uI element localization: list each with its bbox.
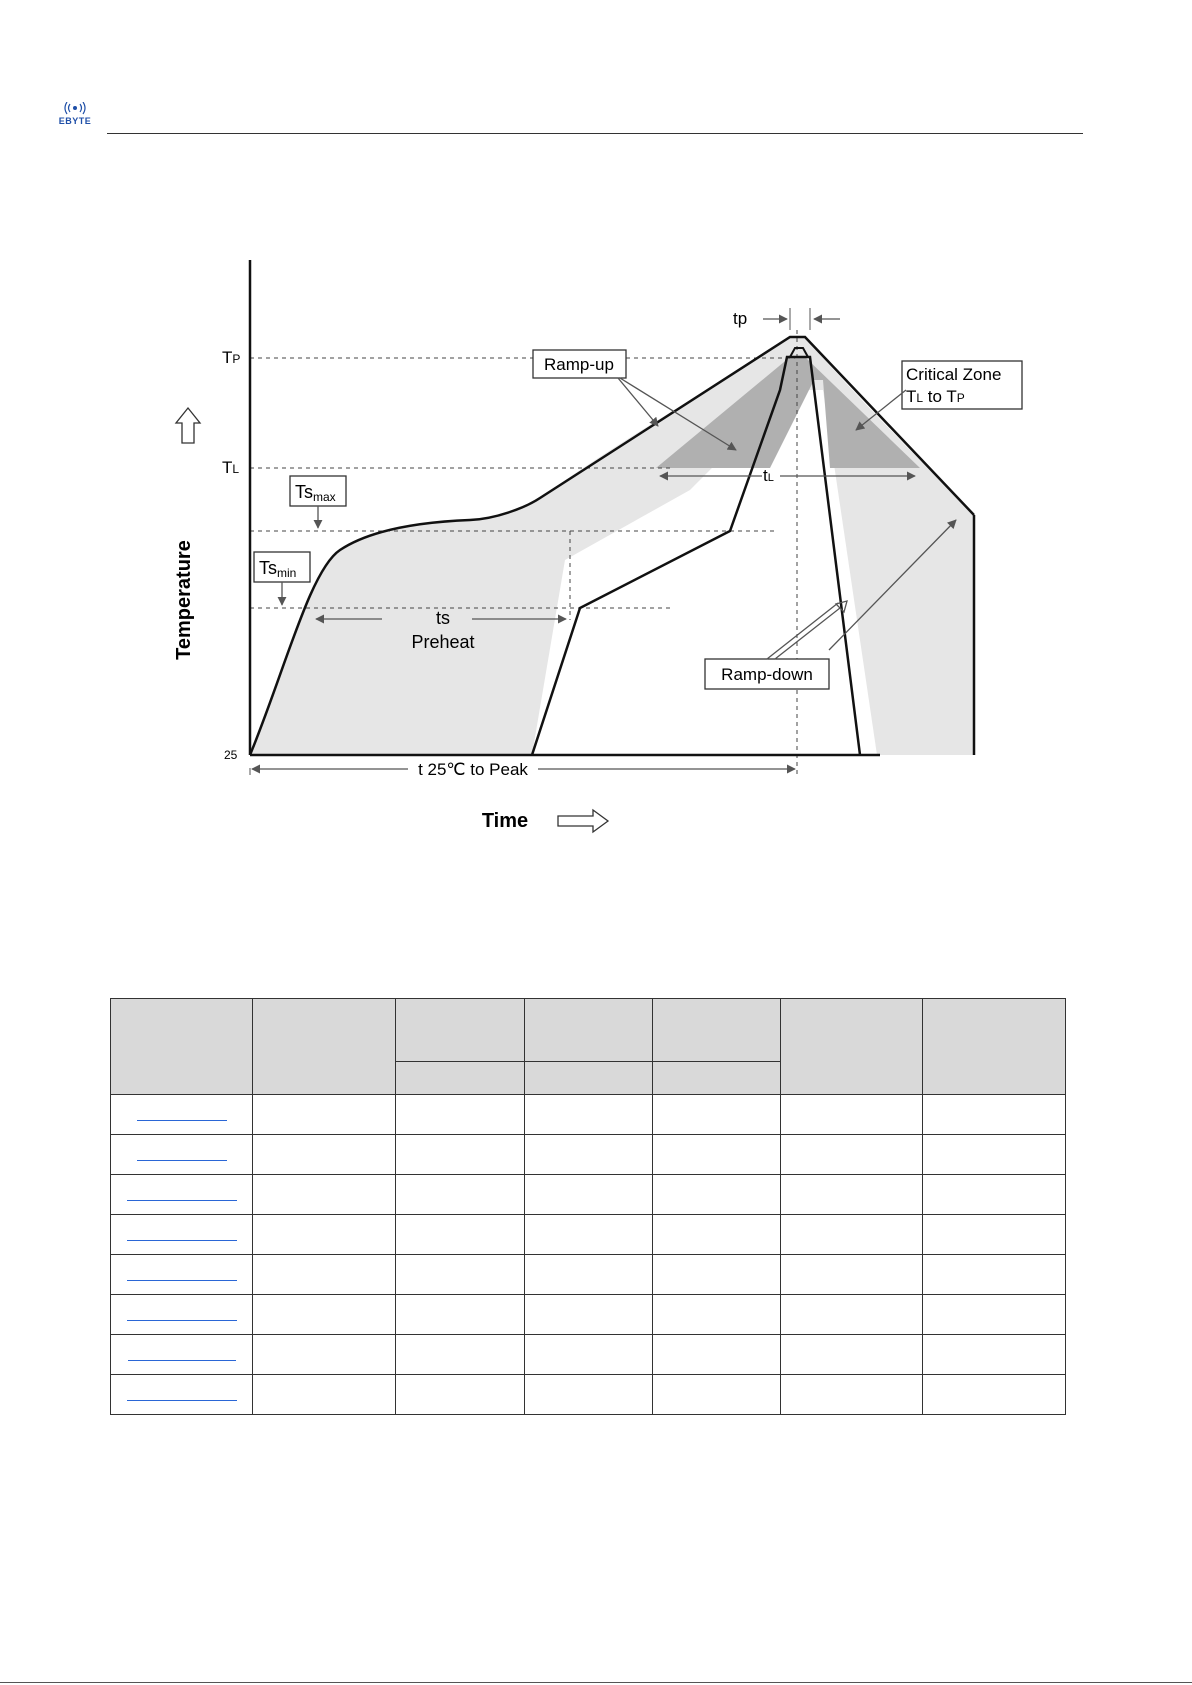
table-cell [525,1095,653,1135]
critical-zone-line2: TL to TP [906,387,965,406]
table-cell [396,1375,525,1415]
tl-axis-label: TL [222,458,240,477]
logo-text: EBYTE [58,116,92,126]
header-cell [111,999,253,1095]
table-cell-link[interactable] [111,1375,253,1415]
ramp-down-arrow-1b [767,603,838,659]
model-link[interactable] [127,1199,237,1201]
table-cell [781,1255,923,1295]
tp-label: tp [733,309,748,328]
preheat-label: Preheat [411,632,475,652]
signal-icon [52,102,98,116]
table-row [111,1215,1066,1255]
table-cell [253,1255,396,1295]
header-cell [396,1062,525,1095]
table-cell [923,1375,1066,1415]
table-row [111,1095,1066,1135]
t-25-to-peak-label: t 25℃ to Peak [418,760,528,779]
table-cell [525,1215,653,1255]
table-cell [253,1135,396,1175]
table-cell [396,1335,525,1375]
table-cell [781,1335,923,1375]
table-cell [653,1335,781,1375]
y-25-label: 25 [224,748,238,762]
y-axis-up-arrow-icon [176,408,200,443]
ramp-up-arrow-1 [618,378,658,426]
table-cell [396,1215,525,1255]
table-cell [923,1335,1066,1375]
table-cell [396,1135,525,1175]
tsmax-label: Tsmax [295,482,336,504]
table-row [111,1255,1066,1295]
table-cell [253,1095,396,1135]
specification-table [110,998,1066,1415]
model-link[interactable] [127,1279,237,1281]
tp-axis-label: TP [222,348,241,367]
table-cell-link[interactable] [111,1335,253,1375]
table-cell [253,1295,396,1335]
x-axis-title: Time [481,810,529,832]
model-link[interactable] [128,1359,236,1361]
header-cell [781,999,923,1095]
table-row [111,1335,1066,1375]
table-cell [923,1215,1066,1255]
table-cell-link[interactable] [111,1295,253,1335]
table-cell [253,1335,396,1375]
table-cell [781,1215,923,1255]
header-cell [396,999,525,1062]
model-link[interactable] [137,1159,227,1161]
table-cell-link[interactable] [111,1255,253,1295]
tl-lower-label: tL [763,466,774,485]
table-row [111,1295,1066,1335]
table-row [111,1135,1066,1175]
model-link[interactable] [127,1399,237,1401]
table-cell-link[interactable] [111,1135,253,1175]
table-cell [653,1375,781,1415]
table-cell-link[interactable] [111,1215,253,1255]
header-cell [525,1062,653,1095]
header-cell [525,999,653,1062]
reflow-profile-diagram [150,230,1050,850]
table-row [111,1175,1066,1215]
critical-zone-line1: Critical Zone [906,365,1002,384]
table-cell [653,1255,781,1295]
x-axis-right-arrow-icon [558,810,608,832]
table-cell [525,1175,653,1215]
y-axis-title: Temperature [173,540,195,660]
table-cell [396,1255,525,1295]
ramp-down-arrow-1 [775,601,847,659]
ts-label: ts [435,608,451,628]
table-header-row [111,999,1066,1062]
table-cell [781,1375,923,1415]
table-cell [396,1095,525,1135]
table-cell [525,1335,653,1375]
table-cell [923,1175,1066,1215]
table-cell [253,1375,396,1415]
table-cell [923,1135,1066,1175]
table-cell [253,1175,396,1215]
table-cell [525,1295,653,1335]
footer-divider [0,1682,1192,1683]
table-cell [653,1095,781,1135]
table-cell [525,1255,653,1295]
model-link[interactable] [127,1239,237,1241]
ramp-down-label: Ramp-down [721,665,813,684]
table-row [111,1375,1066,1415]
table-cell-link[interactable] [111,1095,253,1135]
table-cell [923,1255,1066,1295]
header-cell [653,999,781,1062]
header-cell [653,1062,781,1095]
table-cell [781,1295,923,1335]
table-cell [525,1375,653,1415]
table-cell [396,1295,525,1335]
table-cell [781,1135,923,1175]
table-cell [653,1215,781,1255]
table-cell [781,1175,923,1215]
header-cell [923,999,1066,1095]
ebyte-logo [52,102,98,126]
table-cell [923,1095,1066,1135]
table-cell [653,1295,781,1335]
table-cell [253,1215,396,1255]
header-divider [107,133,1083,134]
page-header [0,0,1192,140]
table-cell [653,1135,781,1175]
header-cell [253,999,396,1095]
model-link[interactable] [137,1119,227,1121]
table-cell-link[interactable] [111,1175,253,1215]
table-cell [923,1295,1066,1335]
table-cell [653,1175,781,1215]
table-cell [396,1175,525,1215]
model-link[interactable] [127,1319,237,1321]
ramp-up-label: Ramp-up [544,355,614,374]
table-cell [781,1095,923,1135]
table-cell [525,1135,653,1175]
tsmin-label: Tsmin [259,558,297,580]
